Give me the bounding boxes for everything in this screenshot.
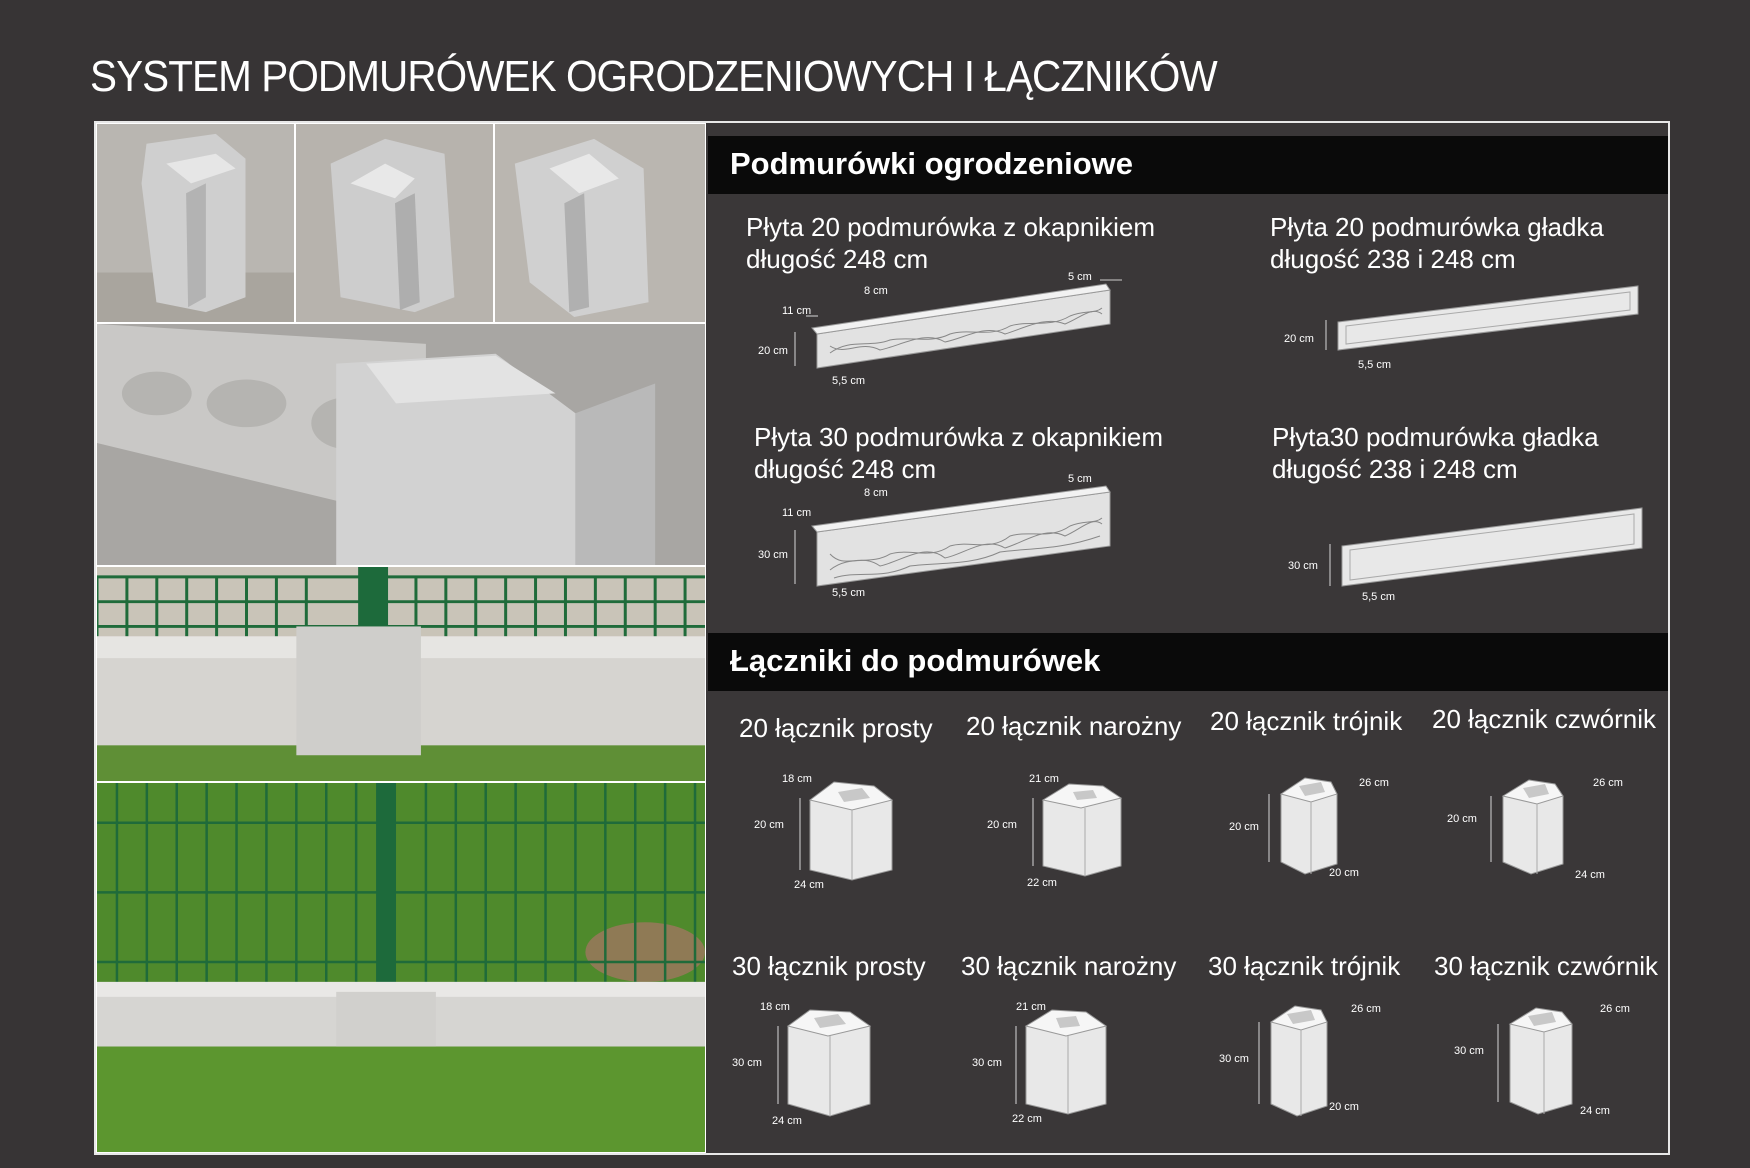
connector-8-drawing [1450, 1000, 1630, 1130]
connector-1-drawing [752, 770, 902, 890]
svg-text:21 cm: 21 cm [1016, 1001, 1046, 1013]
photo-connector-tee [295, 123, 494, 323]
svg-text:24 cm: 24 cm [794, 879, 824, 891]
connector-1-label: 20 łącznik prosty [739, 713, 933, 743]
svg-text:20 cm: 20 cm [754, 819, 784, 831]
svg-text:30 cm: 30 cm [972, 1057, 1002, 1069]
board-2-dim-thickness: 5,5 cm [1358, 359, 1392, 371]
svg-text:24 cm: 24 cm [772, 1115, 802, 1127]
photo-connector-corner [494, 123, 706, 323]
connector-2-label: 20 łącznik narożny [966, 711, 1182, 741]
connector-6-drawing [968, 1000, 1128, 1130]
board-3-dim-thickness: 5,5 cm [832, 587, 866, 599]
board-2-drawing [1280, 280, 1650, 380]
boards-section-heading: Podmurówki ogrodzeniowe [708, 136, 1668, 194]
board-3-dim-top: 11 cm [782, 507, 812, 519]
svg-text:26 cm: 26 cm [1593, 777, 1623, 789]
svg-text:20 cm: 20 cm [1329, 867, 1359, 879]
connector-3-label: 20 łącznik trójnik [1210, 706, 1403, 736]
svg-text:20 cm: 20 cm [1229, 821, 1259, 833]
connectors-section-heading: Łączniki do podmurówek [708, 633, 1668, 691]
connector-7-drawing [1215, 1000, 1381, 1130]
connector-7-label: 30 łącznik trójnik [1208, 951, 1401, 981]
photo-connector-closeup [96, 323, 706, 566]
photo-connector-straight [96, 123, 295, 323]
connector-4-drawing [1445, 770, 1623, 890]
svg-text:18 cm: 18 cm [760, 1001, 790, 1013]
board-1-dim-top: 11 cm [782, 305, 812, 317]
board-3-dim-drip: 8 cm [864, 487, 888, 499]
svg-text:20 cm: 20 cm [1329, 1101, 1359, 1113]
svg-text:20 cm: 20 cm [987, 819, 1017, 831]
svg-text:26 cm: 26 cm [1600, 1003, 1630, 1015]
svg-text:22 cm: 22 cm [1012, 1113, 1042, 1125]
board-3-dim-height: 30 cm [758, 549, 788, 561]
connector-5-drawing [730, 1000, 890, 1130]
connector-5-label: 30 łącznik prosty [732, 951, 926, 981]
board-1-dim-thickness: 5,5 cm [832, 375, 866, 387]
svg-text:21 cm: 21 cm [1029, 773, 1059, 785]
svg-text:30 cm: 30 cm [732, 1057, 762, 1069]
board-1-dim-width: 5 cm [1068, 271, 1092, 283]
page-title: SYSTEM PODMURÓWEK OGRODZENIOWYCH I ŁĄCZNIKÓW [90, 52, 1217, 101]
svg-text:24 cm: 24 cm [1575, 869, 1605, 881]
svg-text:18 cm: 18 cm [782, 773, 812, 785]
board-2-dim-height: 20 cm [1284, 333, 1314, 345]
board-4-dim-height: 30 cm [1288, 560, 1318, 572]
photo-fence-installed [96, 566, 706, 782]
svg-text:22 cm: 22 cm [1027, 877, 1057, 889]
svg-text:20 cm: 20 cm [1447, 813, 1477, 825]
board-3-label: Płyta 30 podmurówka z okapnikiem długość 248 cm [754, 422, 1163, 484]
connector-2-drawing [985, 770, 1135, 890]
connector-3-drawing [1225, 770, 1389, 890]
board-4-drawing [1280, 500, 1650, 610]
board-4-label: Płyta30 podmurówka gładka długość 238 i 248 cm [1272, 422, 1599, 484]
svg-text:30 cm: 30 cm [1219, 1053, 1249, 1065]
board-3-dim-width: 5 cm [1068, 473, 1092, 485]
connector-4-label: 20 łącznik czwórnik [1432, 704, 1656, 734]
board-1-label: Płyta 20 podmurówka z okapnikiem długość 248 cm [746, 212, 1155, 274]
svg-text:30 cm: 30 cm [1454, 1045, 1484, 1057]
svg-text:24 cm: 24 cm [1580, 1105, 1610, 1117]
board-4-dim-thickness: 5,5 cm [1362, 591, 1396, 603]
board-1-drawing [750, 268, 1130, 398]
connector-6-label: 30 łącznik narożny [961, 951, 1177, 981]
photo-fence-grass [96, 782, 706, 1153]
connector-8-label: 30 łącznik czwórnik [1434, 951, 1658, 981]
board-2-label: Płyta 20 podmurówka gładka długość 238 i 248 cm [1270, 212, 1604, 274]
board-3-drawing [750, 470, 1130, 610]
svg-text:26 cm: 26 cm [1359, 777, 1389, 789]
svg-text:26 cm: 26 cm [1351, 1003, 1381, 1015]
board-1-dim-height: 20 cm [758, 345, 788, 357]
board-1-dim-drip: 8 cm [864, 285, 888, 297]
